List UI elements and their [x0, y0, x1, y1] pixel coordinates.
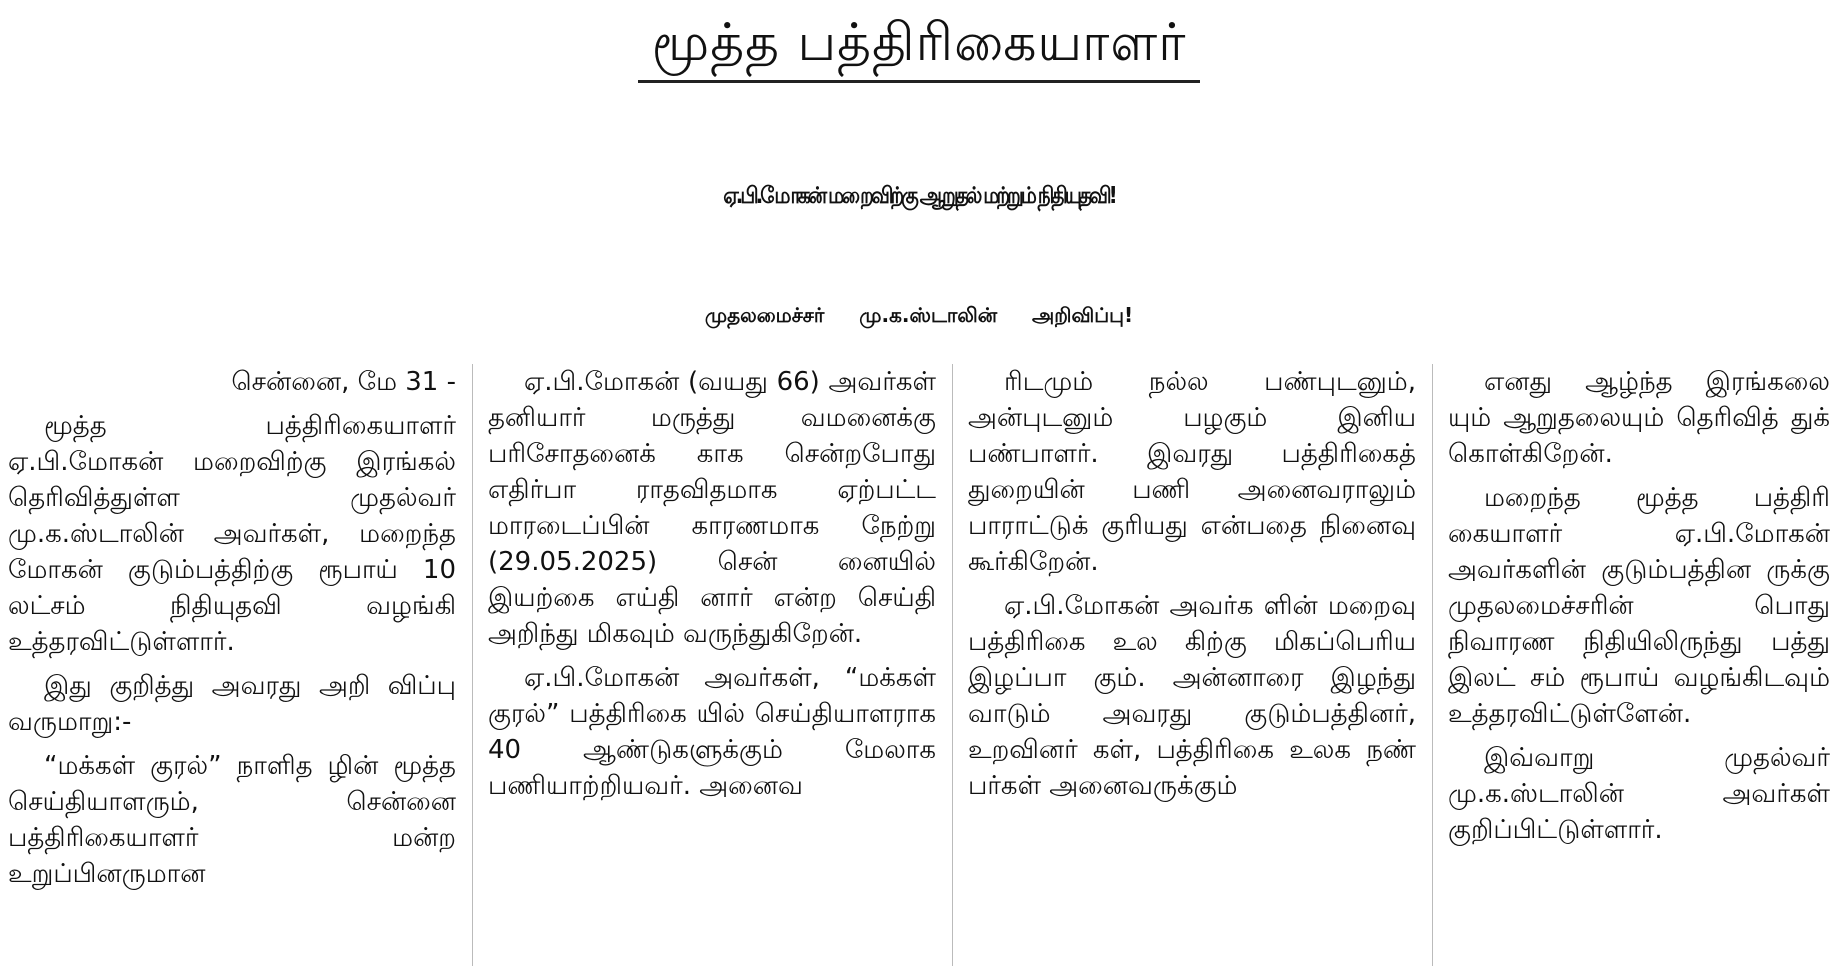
article-column-2	[488, 364, 936, 966]
column-divider	[1432, 364, 1433, 966]
paragraph: ஏ.பி.மோகன் (வயது 66) அவர்கள் தனியார் மருத்து வமனைக்கு பரிசோதனைக் காக சென்றபோது எதிர்பா ராதவிதமாக ஏற்பட்ட மாரடைப்பின் காரணமாக நேற்று (29.05.2025) சென் னையில் இயற்கை எய்தி னார் என்ற செய்தி அறிந்து மிகவும் வருந்துகிறேன்.	[488, 367, 936, 649]
paragraph: “மக்கள் குரல்” நாளித ழின் மூத்த செய்தியாளரும், சென்னை பத்திரிகையாளர் மன்ற உறுப்பினருமான	[8, 751, 456, 889]
kicker-heading	[0, 10, 1838, 83]
paragraph: ஏ.பி.மோகன் அவர்கள், “மக்கள் குரல்” பத்திரிகை யில் செய்தியாளராக 40 ஆண்டுகளுக்கும் மேலாக பணியாற்றியவர். அனைவ	[488, 663, 936, 801]
column-divider	[952, 364, 953, 966]
article-column-3	[968, 364, 1416, 966]
subheadline: முதலமைச்சர் மு.க.ஸ்டாலின் அறிவிப்பு!	[704, 303, 1134, 327]
paragraph: ஏ.பி.மோகன் அவர்க ளின் மறைவு பத்திரிகை உல கிற்கு மிகப்பெரிய இழப்பா கும். அன்னாரை இழந்து வாடும் அவரது குடும்பத்தினர், உறவினர் கள், பத்திரிகை உலக நண் பர்கள் அனைவருக்கும்	[968, 591, 1416, 801]
article-column-4	[1448, 364, 1830, 966]
paragraph: மூத்த பத்திரிகையாளர் ஏ.பி.மோகன் மறைவிற்கு இரங்கல் தெரிவித்துள்ள முதல்வர் மு.க.ஸ்டாலின் அவர்கள், மறைந்த மோகன் குடும்பத்திற்கு ரூபாய் 10 லட்சம் நிதியுதவி வழங்கி உத்தரவிட்டுள்ளார்.	[8, 411, 456, 657]
paragraph: மறைந்த மூத்த பத்திரி கையாளர் ஏ.பி.மோகன் அவர்களின் குடும்பத்தின ருக்கு முதலமைச்சரின் பொது நிவாரண நிதியிலிருந்து பத்து இலட் சம் ரூபாய் வழங்கிடவும் உத்தரவிட்டுள்ளேன்.	[1448, 483, 1830, 729]
article-column-1	[8, 364, 456, 966]
column-divider	[472, 364, 473, 966]
headline: ஏ.பி.மோகன் மறைவிற்கு ஆறுதல் மற்றும் நிதியுதவி!	[723, 180, 1115, 209]
dateline: சென்னை, மே 31 -	[231, 367, 456, 397]
kicker-text: மூத்த பத்திரிகையாளர்	[638, 10, 1201, 83]
paragraph: இவ்வாறு முதல்வர் மு.க.ஸ்டாலின் அவர்கள் குறிப்பிட்டுள்ளார்.	[1448, 743, 1830, 845]
article-body	[8, 364, 1830, 966]
paragraph: எனது ஆழ்ந்த இரங்கலை யும் ஆறுதலையும் தெரிவித் துக் கொள்கிறேன்.	[1448, 367, 1830, 469]
paragraph: இது குறித்து அவரது அறி விப்பு வருமாறு:-	[8, 671, 456, 737]
paragraph: ரிடமும் நல்ல பண்புடனும், அன்புடனும் பழகும் இனிய பண்பாளர். இவரது பத்திரிகைத் துறையின் பணி அனைவராலும் பாராட்டுக் குரியது என்பதை நினைவு கூர்கிறேன்.	[968, 367, 1416, 577]
